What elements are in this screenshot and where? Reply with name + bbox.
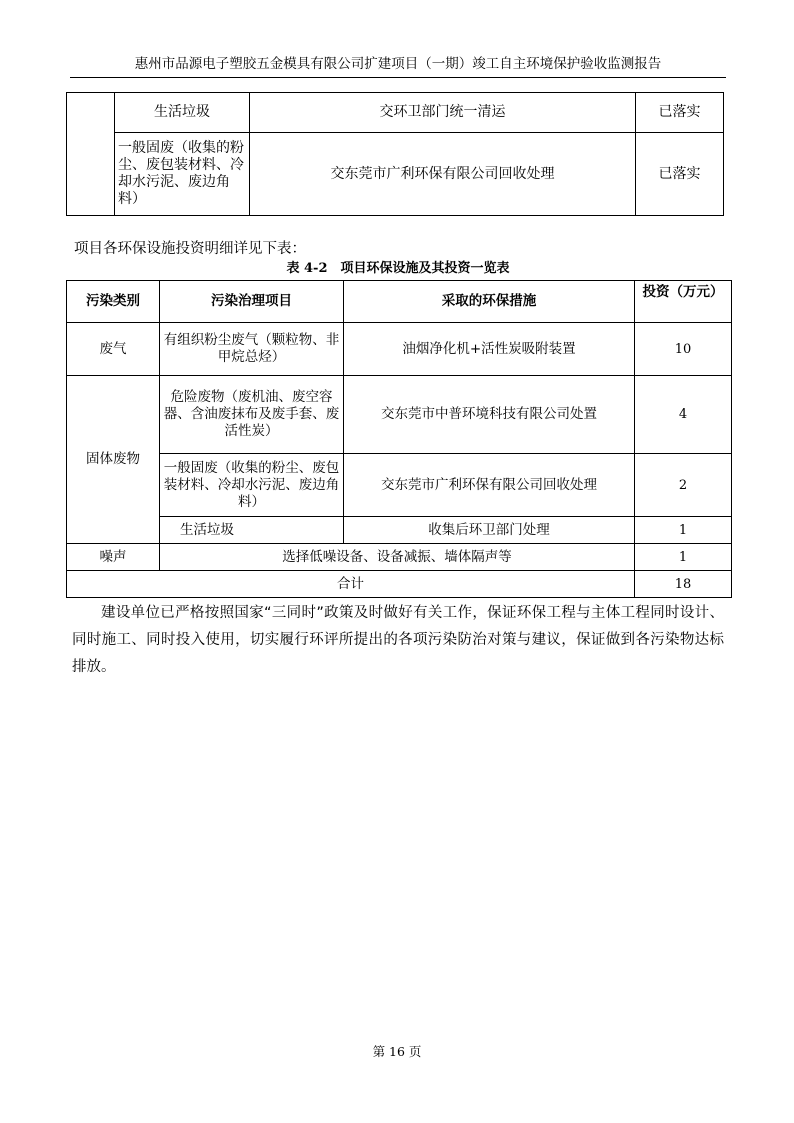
measure-cell: 交环卫部门统一清运 <box>250 93 636 133</box>
table-row <box>67 544 732 571</box>
investment-cell: 2 <box>635 454 732 517</box>
investment-cell: 1 <box>635 544 732 571</box>
header-divider <box>70 77 726 78</box>
investment-table <box>66 280 732 598</box>
measures-table-continued <box>66 92 724 216</box>
header-category: 污染类别 <box>67 281 160 323</box>
table-row <box>67 517 732 544</box>
table-row <box>67 376 732 454</box>
table-row <box>67 323 732 376</box>
header-investment: 投资（万元） <box>635 281 732 323</box>
measure-cell: 选择低噪设备、设备减振、墙体隔声等 <box>160 544 635 571</box>
investment-cell: 10 <box>635 323 732 376</box>
measure-cell: 交东莞市中普环境科技有限公司处置 <box>344 376 635 454</box>
category-cell: 废气 <box>67 323 160 376</box>
table-total-row <box>67 571 732 598</box>
page-number: 第 16 页 <box>372 1044 422 1059</box>
project-cell: 生活垃圾 <box>160 517 344 544</box>
table-row <box>67 93 724 133</box>
status-cell: 已落实 <box>636 93 724 133</box>
body-paragraph: 建设单位已严格按照国家“三同时”政策及时做好有关工作，保证环保工程与主体工程同时设计、同时施工、同时投入使用，切实履行环评所提出的各项污染防治对策与建议，保证做到各污染物达标排放。 <box>72 605 724 675</box>
project-cell: 有组织粉尘废气（颗粒物、非甲烷总烃） <box>160 323 344 376</box>
measure-cell: 收集后环卫部门处理 <box>344 517 635 544</box>
measure-cell: 油烟净化机+活性炭吸附装置 <box>344 323 635 376</box>
header-project: 污染治理项目 <box>160 281 344 323</box>
table-row <box>67 133 724 216</box>
total-label: 合计 <box>67 571 635 598</box>
merged-category-cell <box>67 93 115 216</box>
item-cell: 生活垃圾 <box>115 93 250 133</box>
report-header: 惠州市品源电子塑胶五金模具有限公司扩建项目（一期）竣工自主环境保护验收监测报告 <box>134 56 662 72</box>
header-measure: 采取的环保措施 <box>344 281 635 323</box>
intro-text: 项目各环保设施投资明细详见下表： <box>74 241 306 257</box>
table-row <box>67 454 732 517</box>
project-cell: 危险废物（废机油、废空容器、含油废抹布及废手套、废活性炭） <box>160 376 344 454</box>
investment-cell: 4 <box>635 376 732 454</box>
investment-cell: 1 <box>635 517 732 544</box>
table-header-row <box>67 281 732 323</box>
table-caption: 表 4-2 项目环保设施及其投资一览表 <box>286 261 510 276</box>
status-cell: 已落实 <box>636 133 724 216</box>
category-cell: 固体废物 <box>67 376 160 544</box>
measure-cell: 交东莞市广利环保有限公司回收处理 <box>250 133 636 216</box>
measure-cell: 交东莞市广利环保有限公司回收处理 <box>344 454 635 517</box>
category-cell: 噪声 <box>67 544 160 571</box>
project-cell: 一般固废（收集的粉尘、废包装材料、冷却水污泥、废边角料） <box>160 454 344 517</box>
total-investment: 18 <box>635 571 732 598</box>
item-cell: 一般固废（收集的粉尘、废包装材料、冷却水污泥、废边角料） <box>115 133 250 216</box>
